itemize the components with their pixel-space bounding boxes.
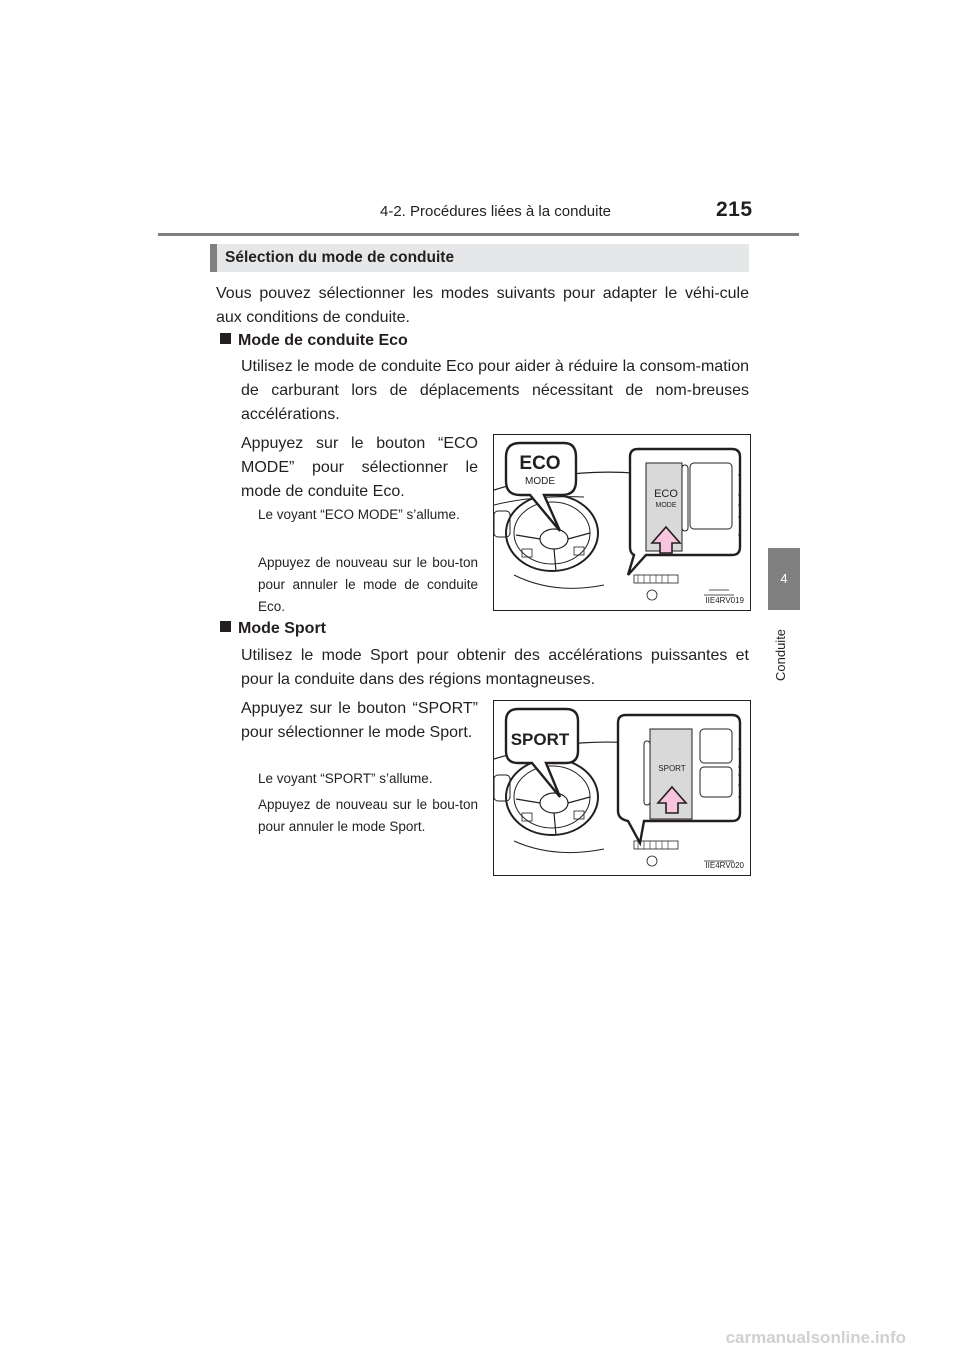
eco-heading bbox=[220, 332, 408, 350]
footer-watermark: carmanualsonline.info bbox=[725, 1328, 906, 1347]
dashboard-illustration bbox=[494, 435, 750, 610]
sport-mode-figure bbox=[493, 700, 751, 876]
sport-instruction: Appuyez sur le bouton “SPORT” pour sélectionner le mode Sport. bbox=[241, 700, 478, 741]
sport-figure-label: IIE4RV020 bbox=[705, 861, 744, 870]
header-rule bbox=[158, 233, 799, 236]
sport-heading-text: Mode Sport bbox=[238, 620, 326, 637]
sport-note-cancel: Appuyez de nouveau sur le bou-ton pour annuler le mode Sport. bbox=[258, 797, 478, 834]
dashboard-illustration bbox=[494, 701, 750, 875]
sport-callout: SPORT bbox=[510, 730, 570, 749]
eco-instruction: Appuyez sur le bouton “ECO MODE” pour sélectionner le mode de conduite Eco. bbox=[241, 435, 478, 500]
chapter-label: Conduite bbox=[773, 628, 788, 681]
sport-description: Utilisez le mode Sport pour obtenir des accélérations puissantes et pour la conduite dans des régions montagneuses. bbox=[241, 647, 749, 688]
eco-heading-text: Mode de conduite Eco bbox=[238, 332, 408, 349]
section-heading-bar bbox=[210, 244, 749, 272]
chapter-tab: 4 bbox=[768, 548, 800, 610]
eco-description: Utilisez le mode de conduite Eco pour aider à réduire la consom-mation de carburant lors de déplacements nécessitant de nom-breuses accélérations. bbox=[241, 358, 749, 423]
eco-callout-line2: MODE bbox=[525, 476, 555, 487]
eco-mode-figure bbox=[493, 434, 751, 611]
eco-note-cancel: Appuyez de nouveau sur le bou-ton pour annuler le mode de conduite Eco. bbox=[258, 555, 478, 614]
sport-heading bbox=[220, 620, 326, 638]
sport-note-indicator: Le voyant “SPORT” s’allume. bbox=[258, 771, 433, 786]
eco-callout-line1: ECO bbox=[519, 453, 561, 474]
bullet-square-icon bbox=[220, 621, 231, 632]
eco-button-line2: MODE bbox=[655, 502, 677, 509]
header-section-title: 4-2. Procédures liées à la conduite bbox=[380, 203, 611, 220]
page-number: 215 bbox=[716, 198, 753, 221]
eco-button-line1: ECO bbox=[654, 488, 678, 500]
sport-button-label: SPORT bbox=[658, 764, 686, 773]
section-title: Sélection du mode de conduite bbox=[225, 249, 455, 266]
bullet-square-icon bbox=[220, 333, 231, 344]
eco-figure-label: IIE4RV019 bbox=[705, 596, 744, 605]
eco-note-indicator: Le voyant “ECO MODE” s’allume. bbox=[258, 507, 460, 522]
intro-paragraph: Vous pouvez sélectionner les modes suivants pour adapter le véhi-cule aux conditions de conduite. bbox=[216, 285, 749, 326]
